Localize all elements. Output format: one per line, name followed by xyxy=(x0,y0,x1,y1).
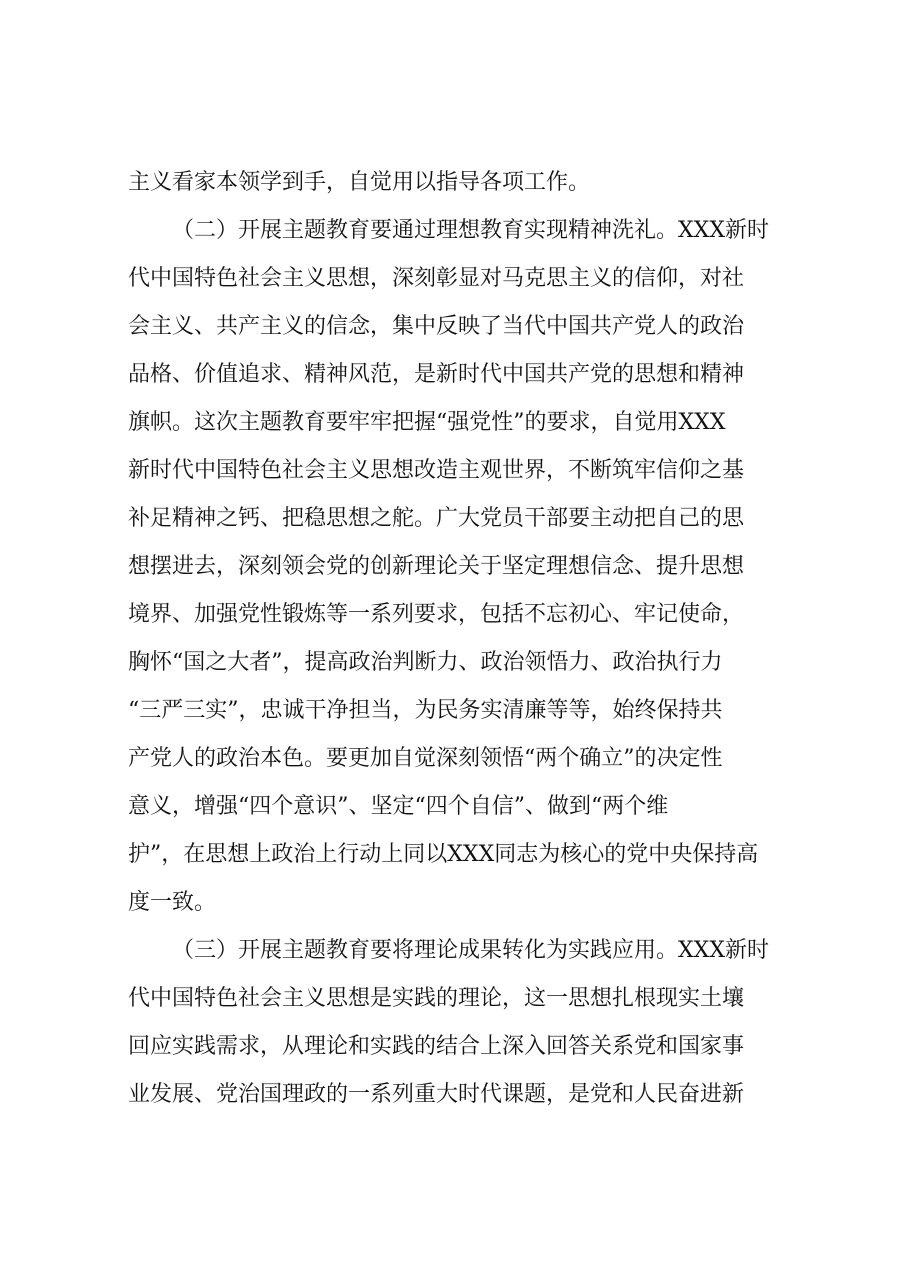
text-line: 补足精神之钙、把稳思想之舵。广大党员干部要主动把自己的思 xyxy=(128,506,745,531)
text-line: 新时代中国特色社会主义思想改造主观世界，不断筑牢信仰之基 xyxy=(128,458,745,483)
text-line: 境界、加强党性锻炼等一系列要求，包括不忘初心、牢记使命， xyxy=(128,602,745,627)
text-line: 想摆进去，深刻领会党的创新理论关于坚定理想信念、提升思想 xyxy=(128,554,745,579)
text-line: 回应实践需求，从理论和实践的结合上深入回答关系党和国家事 xyxy=(128,1034,745,1059)
text-line: 产党人的政治本色。要更加自觉深刻领悟“两个确立”的决定性 xyxy=(128,746,723,771)
text-line: 主义看家本领学到手，自觉用以指导各项工作。 xyxy=(128,170,591,195)
text-line: 护”，在思想上政治上行动上同以XXX同志为核心的党中央保持高 xyxy=(128,842,759,867)
text-line: 会主义、共产主义的信念，集中反映了当代中国共产党人的政治 xyxy=(128,314,745,339)
text-line: 代中国特色社会主义思想是实践的理论，这一思想扎根现实土壤 xyxy=(128,986,745,1011)
text-line: 胸怀“国之大者”，提高政治判断力、政治领悟力、政治执行力 xyxy=(128,650,723,675)
text-line: 意义，增强“四个意识”、坚定“四个自信”、做到“两个维 xyxy=(128,794,669,819)
text-line: 品格、价值追求、精神风范，是新时代中国共产党的思想和精神 xyxy=(128,362,745,387)
text-line: 旗帜。这次主题教育要牢牢把握“强党性”的要求，自觉用XXX xyxy=(128,410,726,435)
paragraph-heading-line: （三）开展主题教育要将理论成果转化为实践应用。XXX新时 xyxy=(172,938,769,963)
text-line: 度一致。 xyxy=(128,890,217,915)
text-line: “三严三实”，忠诚干净担当，为民务实清廉等等，始终保持共 xyxy=(128,698,723,723)
text-line: 代中国特色社会主义思想，深刻彰显对马克思主义的信仰，对社 xyxy=(128,266,745,291)
text-line: 业发展、党治国理政的一系列重大时代课题，是党和人民奋进新 xyxy=(128,1082,745,1107)
paragraph-heading-line: （二）开展主题教育要通过理想教育实现精神洗礼。XXX新时 xyxy=(172,218,769,243)
